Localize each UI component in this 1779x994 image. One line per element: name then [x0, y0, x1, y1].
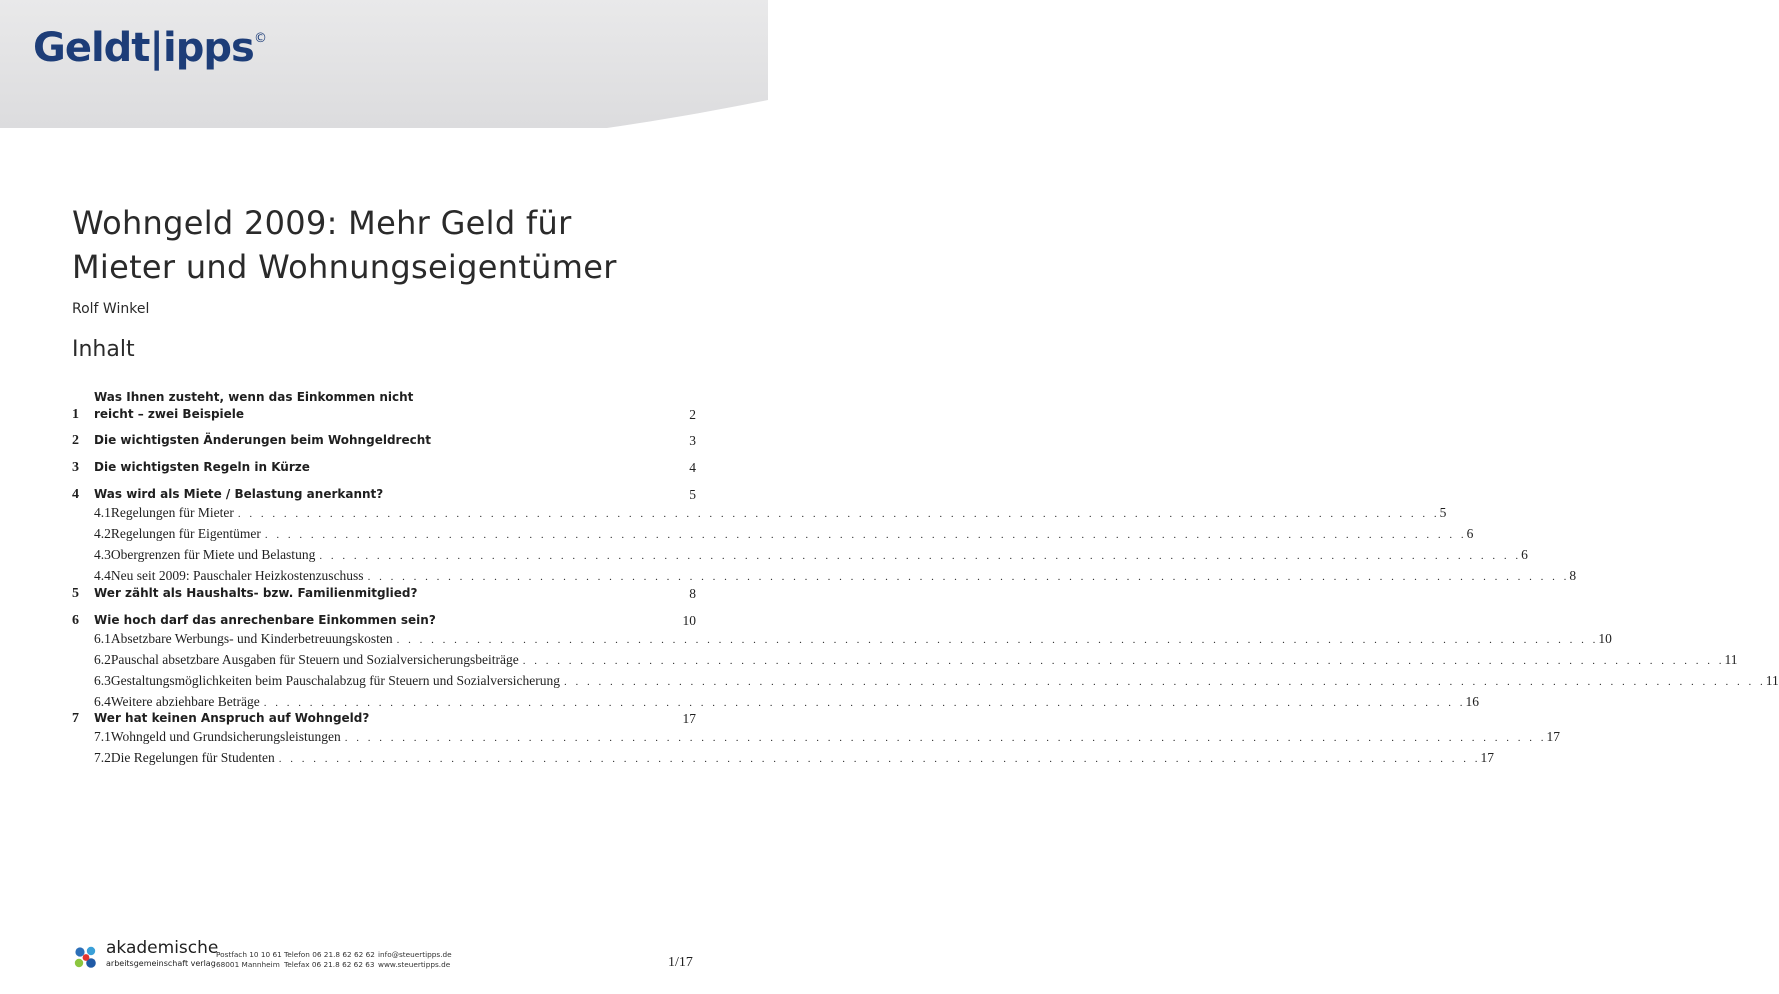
toc-section-3[interactable] — [72, 459, 696, 476]
copyright-mark: © — [254, 31, 267, 46]
leader-dots: . . . . . . . . . . . . . . . . . . . . . . . . . . . . . . . . . . . . . . . . . . . . . . . . . . . . . . . . . . . . . . . . . . . . . . . . . . . . . . . . . . . . . . . . . . . . . . . . . . . . . . . . . — [367, 571, 1570, 583]
subsection-title: Pauschal absetzbare Ausgaben für Steuern und Sozialversicherungsbeiträge — [110, 652, 519, 667]
subsection-number: 7.1 — [94, 729, 111, 744]
subsection-page: 6 — [1521, 547, 1528, 562]
section-title: Die wichtigsten Regeln in Kürze — [94, 460, 310, 474]
akademische-logo-icon — [72, 944, 100, 972]
leader-dots: . . . . . . . . . . . . . . . . . . . . . . . . . . . . . . . . . . . . . . . . . . . . . . . . . . . . . . . . . . . . . . . . . . . . . . . . . . . . . . . . . . . . . . . . . . . . . . . . . . . . . . . . . — [237, 508, 1440, 520]
subsection-number: 6.1 — [94, 631, 111, 646]
toc-section-4[interactable] — [72, 486, 1577, 587]
footer-contact[interactable]: info@steuertipps.de www.steuertipps.de — [378, 950, 452, 969]
section-number: 4 — [72, 487, 79, 502]
document-title — [72, 201, 712, 289]
section-page: 17 — [682, 711, 696, 726]
section-title: Die wichtigsten Änderungen beim Wohngeldrecht — [94, 433, 431, 447]
subsection-title: Gestaltungsmöglichkeiten beim Pauschalabzug für Steuern und Sozialversicherung — [110, 673, 561, 688]
subsection-title: Absetzbare Werbungs- und Kinderbetreuungskosten — [110, 631, 393, 646]
leader-dots: . . . . . . . . . . . . . . . . . . . . . . . . . . . . . . . . . . . . . . . . . . . . . . . . . . . . . . . . . . . . . . . . . . . . . . . . . . . . . . . . . . . . . . . . . . . . . . . . . . . . . . . . . — [319, 550, 1522, 562]
section-number: 3 — [72, 460, 79, 475]
geldtipps-logo: Geldt|ipps — [33, 25, 254, 71]
subsection-title: Weitere abziehbare Beträge — [110, 694, 260, 709]
subsection-number: 4.4 — [94, 568, 111, 583]
toc-subsection-6-1[interactable] — [94, 629, 1612, 650]
toc-section-5[interactable] — [72, 585, 696, 602]
subsection-number: 6.4 — [94, 694, 111, 709]
section-number: 5 — [72, 586, 79, 601]
subsection-page: 5 — [1439, 505, 1447, 520]
subsection-page: 17 — [1480, 750, 1494, 765]
leader-dots: . . . . . . . . . . . . . . . . . . . . . . . . . . . . . . . . . . . . . . . . . . . . . . . . . . . . . . . . . . . . . . . . . . . . . . . . . . . . . . . . . . . . . . . . . . . . . . . . . . . . . . . . . — [263, 697, 1466, 709]
toc-section-6[interactable] — [72, 612, 1779, 713]
toc-subsection-7-2[interactable] — [94, 748, 1494, 769]
section-page: 2 — [689, 407, 696, 422]
subsection-number: 6.2 — [94, 652, 111, 667]
toc-subsection-7-1[interactable] — [94, 727, 1561, 748]
footer-address: Postfach 10 10 61 68001 Mannheim — [216, 950, 282, 969]
leader-dots: . . . . . . . . . . . . . . . . . . . . . . . . . . . . . . . . . . . . . . . . . . . . . . . . . . . . . . . . . . . . . . . . . . . . . . . . . . . . . . . . . . . . . . . . . . . . . . . . . . . . . . . . . — [264, 529, 1467, 541]
subsection-title: Wohngeld und Grundsicherungsleistungen — [110, 729, 341, 744]
subsection-number: 4.1 — [94, 505, 111, 520]
section-number: 2 — [72, 433, 79, 448]
subsection-page: 8 — [1569, 568, 1577, 583]
subsection-title: Regelungen für Mieter — [110, 505, 234, 520]
subsection-page: 17 — [1546, 729, 1561, 744]
title-line-2: Mieter und Wohnungseigentümer — [72, 248, 617, 286]
section-title: Was wird als Miete / Belastung anerkannt? — [94, 487, 384, 501]
section-page: 4 — [689, 460, 696, 475]
subsection-number: 4.2 — [94, 526, 111, 541]
toc-subsection-4-3[interactable] — [94, 545, 1528, 566]
toc-heading: Inhalt — [72, 337, 135, 362]
toc-subsection-4-4[interactable] — [94, 566, 1577, 587]
subsection-number: 4.3 — [94, 547, 111, 562]
section-title: Wer zählt als Haushalts- bzw. Familienmitglied? — [94, 586, 418, 600]
leader-dots: . . . . . . . . . . . . . . . . . . . . . . . . . . . . . . . . . . . . . . . . . . . . . . . . . . . . . . . . . . . . . . . . . . . . . . . . . . . . . . . . . . . . . . . . . . . . . . . . . . . . . . . . . — [522, 655, 1725, 667]
toc-section-2[interactable] — [72, 432, 696, 449]
brand-name: akademische — [106, 938, 219, 958]
leader-dots: . . . . . . . . . . . . . . . . . . . . . . . . . . . . . . . . . . . . . . . . . . . . . . . . . . . . . . . . . . . . . . . . . . . . . . . . . . . . . . . . . . . . . . . . . . . . . . . . . . . . . . . . . — [344, 732, 1547, 744]
leader-dots: . . . . . . . . . . . . . . . . . . . . . . . . . . . . . . . . . . . . . . . . . . . . . . . . . . . . . . . . . . . . . . . . . . . . . . . . . . . . . . . . . . . . . . . . . . . . . . . . . . . . . . . . . — [278, 753, 1481, 765]
section-title: Was Ihnen zusteht, wenn das Einkommen nicht reicht – zwei Beispiele — [94, 390, 414, 421]
section-number: 1 — [72, 407, 79, 422]
toc-subsection-6-3[interactable] — [94, 671, 1779, 692]
subsection-title: Obergrenzen für Miete und Belastung — [110, 547, 316, 562]
page-number: 1/17 — [668, 955, 693, 970]
toc-section-7[interactable] — [72, 710, 1561, 769]
title-line-1: Wohngeld 2009: Mehr Geld für — [72, 204, 572, 242]
section-page: 5 — [689, 487, 696, 502]
subsection-page: 10 — [1598, 631, 1612, 646]
section-number: 6 — [72, 613, 79, 628]
section-title: Wer hat keinen Anspruch auf Wohngeld? — [94, 711, 370, 725]
footer-brand — [106, 939, 218, 970]
leader-dots: . . . . . . . . . . . . . . . . . . . . . . . . . . . . . . . . . . . . . . . . . . . . . . . . . . . . . . . . . . . . . . . . . . . . . . . . . . . . . . . . . . . . . . . . . . . . . . . . . . . . . . . . . — [564, 676, 1766, 688]
toc-subsection-4-2[interactable] — [94, 524, 1474, 545]
header-curve — [0, 60, 768, 170]
subsection-title: Regelungen für Eigentümer — [110, 526, 261, 541]
brand-subtitle: arbeitsgemeinschaft verlag — [106, 959, 216, 968]
subsection-title: Die Regelungen für Studenten — [110, 750, 275, 765]
section-page: 3 — [689, 433, 696, 448]
subsection-title: Neu seit 2009: Pauschaler Heizkostenzuschuss — [110, 568, 364, 583]
subsection-page: 6 — [1466, 526, 1474, 541]
subsection-page: 16 — [1465, 694, 1479, 709]
subsection-page: 11 — [1724, 652, 1738, 667]
subsection-number: 7.2 — [94, 750, 111, 765]
section-page: 8 — [689, 586, 696, 601]
toc-subsection-4-1[interactable] — [94, 503, 1447, 524]
section-title: Wie hoch darf das anrechenbare Einkommen sein? — [94, 613, 436, 627]
footer-phone: Telefon 06 21.8 62 62 62 Telefax 06 21.8 62 62 63 — [284, 950, 375, 969]
toc-section-1[interactable] — [72, 389, 696, 423]
section-number: 7 — [72, 711, 79, 726]
subsection-number: 6.3 — [94, 673, 111, 688]
author: Rolf Winkel — [72, 301, 150, 317]
toc-subsection-6-2[interactable] — [94, 650, 1738, 671]
section-page: 10 — [682, 613, 696, 628]
leader-dots: . . . . . . . . . . . . . . . . . . . . . . . . . . . . . . . . . . . . . . . . . . . . . . . . . . . . . . . . . . . . . . . . . . . . . . . . . . . . . . . . . . . . . . . . . . . . . . . . . . . . . . . . . — [396, 634, 1599, 646]
subsection-page: 11 — [1765, 673, 1779, 688]
